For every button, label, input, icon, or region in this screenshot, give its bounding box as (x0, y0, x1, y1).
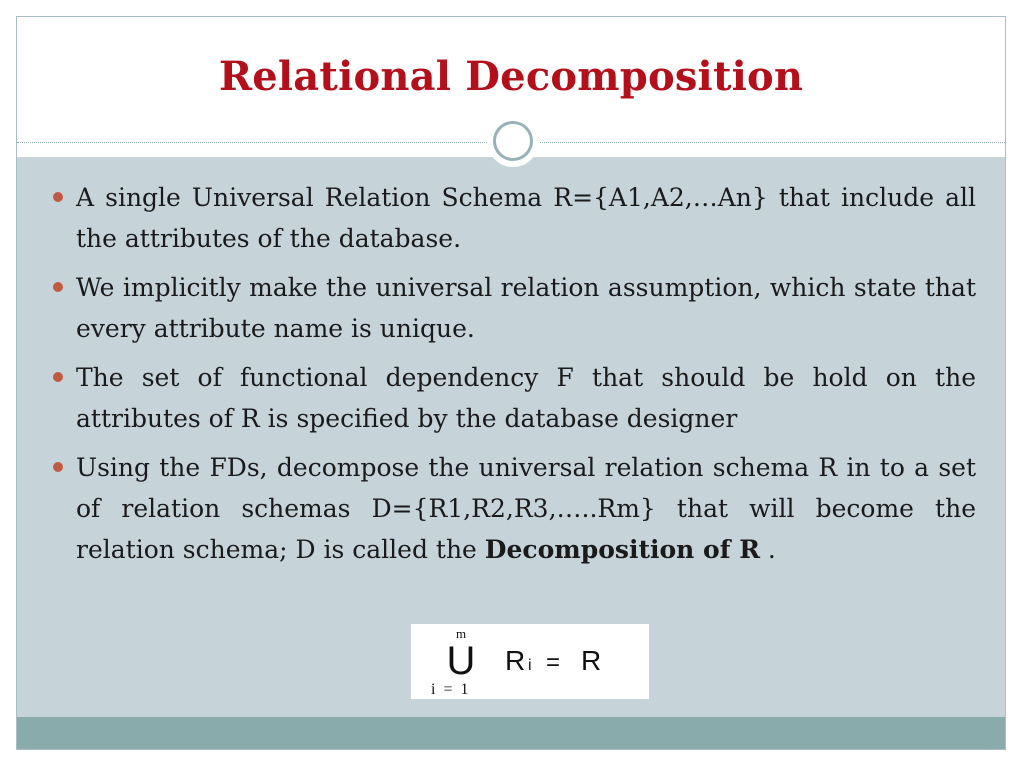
bullet-item (51, 267, 976, 349)
formula-term: R (505, 645, 526, 676)
bullet-item (51, 447, 976, 570)
bullet-suffix: . (759, 535, 776, 564)
bullet-dot-icon (53, 462, 63, 472)
bullet-text: The set of functional dependency F that should be hold on the attributes of R is specified by the database designer (76, 363, 976, 433)
formula-union-symbol: U (446, 639, 476, 683)
formula-svg (411, 624, 649, 699)
bullet-dot-icon (53, 372, 63, 382)
formula-lower-limit: i = 1 (431, 681, 469, 698)
slide (16, 16, 1006, 750)
bullet-dot-icon (53, 192, 63, 202)
formula-result: R (581, 645, 602, 676)
bullet-dot-icon (53, 282, 63, 292)
formula-upper-limit: m (455, 626, 467, 641)
footer-bar (17, 717, 1005, 750)
bullet-list (51, 177, 976, 578)
bullet-item (51, 357, 976, 439)
bullet-item (51, 177, 976, 259)
union-formula (411, 624, 649, 699)
bullet-text: A single Universal Relation Schema R={A1,A2,…An} that include all the attributes of the database. (76, 183, 976, 253)
bullet-text: Using the FDs, decompose the universal relation schema R in to a set of relation schemas D={R1,R2,R3,…..Rm} that will become the relation schema; D is called the (76, 453, 976, 564)
bullet-text: We implicitly make the universal relation assumption, which state that every attribute name is unique. (76, 273, 976, 343)
slide-title: Relational Decomposition (218, 53, 804, 100)
bullet-bold-text: Decomposition of R (484, 535, 760, 564)
formula-subscript: i (528, 657, 532, 674)
ring-ornament-icon (487, 115, 539, 167)
formula-equals: = (546, 649, 561, 676)
